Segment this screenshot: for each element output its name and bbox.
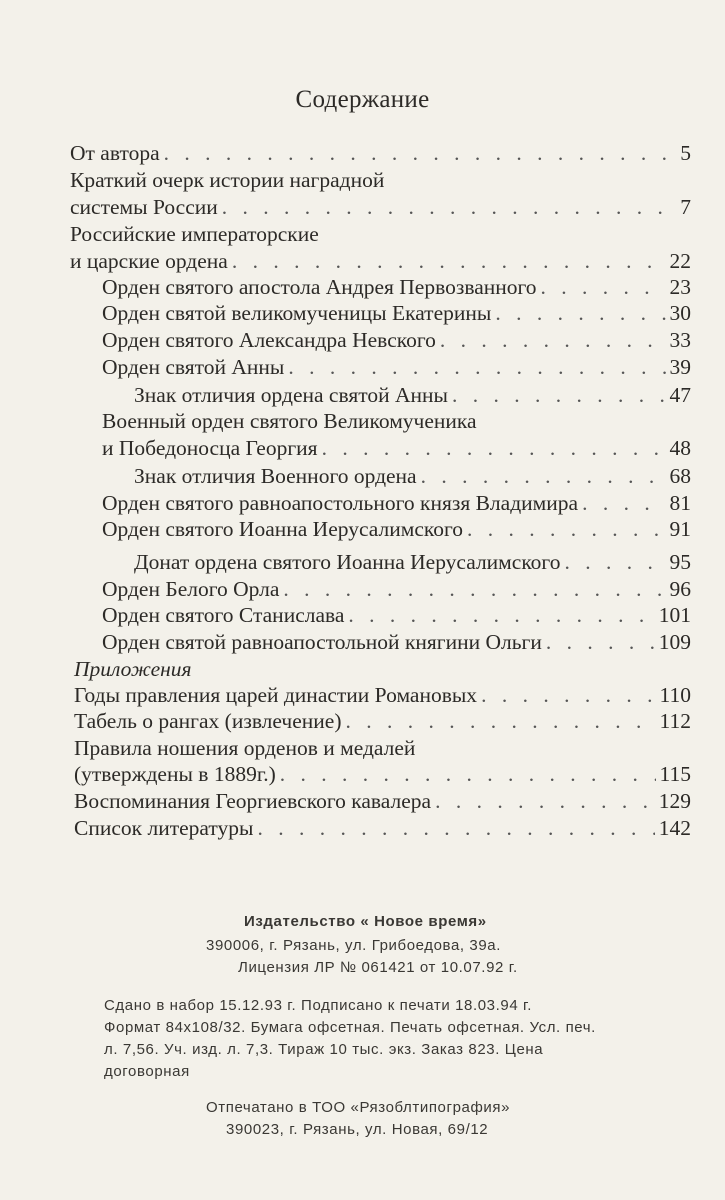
- toc-entry-title: Орден святого Станислава: [102, 603, 345, 627]
- toc-leader: [288, 352, 665, 382]
- toc-entry-page: 91: [669, 517, 691, 541]
- print-spec-line: Сдано в набор 15.12.93 г. Подписано к печати 18.03.94 г.: [104, 997, 533, 1014]
- toc-leader: [348, 600, 654, 630]
- toc-leader: [495, 298, 665, 328]
- toc-entry[interactable]: [74, 706, 691, 736]
- toc-entry-page: 101: [658, 603, 691, 627]
- toc-entry-title: Орден Белого Орла: [102, 577, 280, 601]
- toc-entry[interactable]: [70, 138, 691, 168]
- toc-entry-page: 112: [659, 709, 691, 733]
- toc-entry[interactable]: [102, 433, 691, 463]
- toc-entry-page: 23: [669, 275, 691, 299]
- toc-entry-page: 39: [669, 355, 691, 379]
- toc-entry[interactable]: [74, 786, 691, 816]
- toc-entry-page: 81: [669, 491, 691, 515]
- toc-entry-page: 5: [680, 141, 691, 165]
- toc-entry-title-line: Российские императорские: [70, 222, 319, 246]
- toc-entry-title: Знак отличия ордена святой Анны: [134, 383, 448, 407]
- toc-entry-title: От автора: [70, 141, 160, 165]
- toc-entry-title: (утверждены в 1889г.): [74, 762, 276, 786]
- toc-entry-page: 95: [669, 550, 691, 574]
- toc-entry-title: Годы правления царей династии Романовых: [74, 683, 478, 707]
- toc-leader: [346, 706, 656, 736]
- toc-entry-title-line: Краткий очерк истории наградной: [70, 168, 385, 192]
- toc-entry-title: Знак отличия Военного ордена: [134, 464, 417, 488]
- publisher-name: Издательство « Новое время»: [244, 913, 487, 930]
- toc-entry[interactable]: [70, 192, 691, 222]
- page-title: Содержание: [295, 86, 430, 113]
- toc-entry-page: 7: [680, 195, 691, 219]
- toc-entry-title: и Победоносца Георгия: [102, 436, 318, 460]
- toc-leader: [546, 627, 655, 657]
- toc-entry[interactable]: [102, 325, 691, 355]
- toc-entry[interactable]: [134, 461, 691, 491]
- appendix-heading: Приложения: [74, 657, 192, 681]
- toc-leader: [421, 461, 666, 491]
- toc-entry-title: Список литературы: [74, 816, 254, 840]
- toc-entry-page: 30: [669, 301, 691, 325]
- toc-entry-page: 33: [669, 328, 691, 352]
- toc-entry-page: 109: [658, 630, 691, 654]
- toc-entry-title: Орден святой великомученицы Екатерины: [102, 301, 492, 325]
- toc-leader: [164, 138, 677, 168]
- printer-address: 390023, г. Рязань, ул. Новая, 69/12: [226, 1121, 489, 1138]
- toc-entry[interactable]: [102, 627, 691, 657]
- toc-entry-title: Орден святого Александра Невского: [102, 328, 436, 352]
- publisher-address: 390006, г. Рязань, ул. Грибоедова, 39а.: [206, 937, 502, 954]
- toc-entry-page: 68: [669, 464, 691, 488]
- toc-leader: [435, 786, 655, 816]
- toc-entry-title-line: Военный орден святого Великомученика: [102, 409, 477, 433]
- toc-entry-page: 47: [669, 383, 691, 407]
- toc-leader: [280, 759, 656, 789]
- toc-entry-title-line: Правила ношения орденов и медалей: [74, 736, 416, 760]
- print-spec-line: Формат 84х108/32. Бумага офсетная. Печать офсетная. Усл. печ.: [104, 1019, 596, 1036]
- toc-entry-page: 142: [658, 816, 691, 840]
- print-spec-line: л. 7,56. Уч. изд. л. 7,3. Тираж 10 тыс. экз. Заказ 823. Цена: [104, 1041, 544, 1058]
- toc-entry-page: 129: [658, 789, 691, 813]
- toc-entry-page: 115: [659, 762, 691, 786]
- toc-leader: [564, 547, 665, 577]
- toc-entry-page: 96: [669, 577, 691, 601]
- toc-entry-title: Орден святого апостола Андрея Первозванного: [102, 275, 537, 299]
- toc-entry[interactable]: [102, 514, 691, 544]
- toc-entry-title: и царские ордена: [70, 249, 228, 273]
- toc-entry[interactable]: [74, 759, 691, 789]
- toc-entry[interactable]: [74, 813, 691, 843]
- toc-entry[interactable]: [102, 600, 691, 630]
- toc-entry[interactable]: [102, 298, 691, 328]
- toc-entry-page: 110: [659, 683, 691, 707]
- toc-entry-page: 48: [669, 436, 691, 460]
- toc-leader: [440, 325, 666, 355]
- toc-entry-title: Донат ордена святого Иоанна Иерусалимского: [134, 550, 561, 574]
- toc-entry-title: Воспоминания Георгиевского кавалера: [74, 789, 432, 813]
- printer-name: Отпечатано в ТОО «Рязоблтипография»: [206, 1099, 511, 1116]
- toc-entry[interactable]: [102, 352, 691, 382]
- toc-entry-title: Орден святой Анны: [102, 355, 285, 379]
- toc-leader: [452, 380, 666, 410]
- toc-entry-title: Орден святого Иоанна Иерусалимского: [102, 517, 464, 541]
- publisher-license: Лицензия ЛР № 061421 от 10.07.92 г.: [238, 959, 518, 976]
- toc-entry[interactable]: [134, 547, 691, 577]
- toc-leader: [322, 433, 666, 463]
- toc-leader: [467, 514, 665, 544]
- toc-entry-title: Орден святой равноапостольной княгини Ольги: [102, 630, 542, 654]
- print-spec-line: договорная: [104, 1063, 190, 1080]
- toc-entry-title: системы России: [70, 195, 218, 219]
- toc-entry-page: 22: [669, 249, 691, 273]
- toc-entry-title: Орден святого равноапостольного князя Владимира: [102, 491, 579, 515]
- toc-leader: [222, 192, 676, 222]
- toc-entry-title: Табель о рангах (извлечение): [74, 709, 342, 733]
- toc-leader: [257, 813, 654, 843]
